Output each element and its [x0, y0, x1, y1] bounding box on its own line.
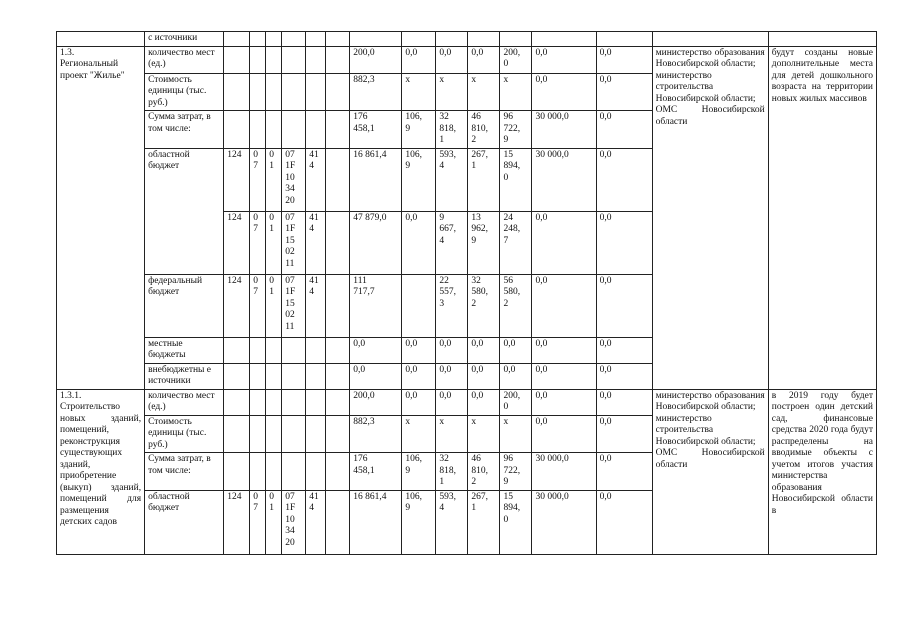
year-cell: 106, 9 [402, 148, 436, 211]
indicator-cell: количество мест (ед.) [145, 389, 224, 415]
blank-cell [326, 415, 350, 453]
year-cell: 0,0 [596, 415, 652, 453]
pr-cell: 0 1 [266, 490, 282, 554]
year-cell: 9 667, 4 [436, 211, 468, 274]
year-cell: 30 000,0 [532, 453, 596, 491]
total-cell: 882,3 [350, 415, 402, 453]
year-cell: 0,0 [596, 337, 652, 363]
vr-cell: 41 4 [306, 148, 326, 211]
year-cell: 0,0 [468, 46, 500, 73]
item-cell: 1.3. Региональный проект "Жилье" [57, 46, 145, 389]
year-cell: 13 962, 9 [468, 211, 500, 274]
blank-cell [326, 363, 350, 389]
total-cell: 176 458,1 [350, 111, 402, 149]
year-cell: 0,0 [532, 211, 596, 274]
pr-cell [266, 363, 282, 389]
year-cell: 0,0 [596, 148, 652, 211]
year-cell: 0,0 [402, 211, 436, 274]
budget-table [56, 31, 877, 555]
year-cell: 0,0 [596, 211, 652, 274]
year-cell: 593, 4 [436, 490, 468, 554]
pr-cell [266, 73, 282, 111]
year-cell: 0,0 [402, 363, 436, 389]
pr-cell: 0 1 [266, 274, 282, 337]
grbs-cell [224, 73, 250, 111]
csr-cell [282, 46, 306, 73]
year-cell: 0,0 [532, 415, 596, 453]
year-cell: х [402, 415, 436, 453]
year-cell: 0,0 [468, 389, 500, 415]
year-cell: 24 248, 7 [500, 211, 532, 274]
year-cell [402, 32, 436, 47]
total-cell: 47 879,0 [350, 211, 402, 274]
blank-cell [326, 389, 350, 415]
year-cell: 96 722, 9 [500, 453, 532, 491]
rz-cell [250, 73, 266, 111]
year-cell: 267, 1 [468, 148, 500, 211]
year-cell: х [436, 415, 468, 453]
year-cell: 0,0 [596, 453, 652, 491]
rz-cell: 0 7 [250, 148, 266, 211]
year-cell: 0,0 [596, 389, 652, 415]
year-cell: 32 580, 2 [468, 274, 500, 337]
year-cell: 30 000,0 [532, 111, 596, 149]
year-cell: 22 557, 3 [436, 274, 468, 337]
total-cell: 200,0 [350, 389, 402, 415]
blank-cell [326, 73, 350, 111]
vr-cell [306, 363, 326, 389]
csr-cell: 07 1F 15 02 11 [282, 211, 306, 274]
indicator-cell: внебюджетны е источники [145, 363, 224, 389]
year-cell: х [436, 73, 468, 111]
year-cell: 0,0 [500, 337, 532, 363]
year-cell: х [500, 73, 532, 111]
blank-cell [326, 490, 350, 554]
year-cell: 0,0 [596, 363, 652, 389]
rz-cell [250, 46, 266, 73]
pr-cell [266, 389, 282, 415]
csr-cell [282, 415, 306, 453]
year-cell: 106, 9 [402, 453, 436, 491]
vr-cell [306, 453, 326, 491]
indicator-cell: местные бюджеты [145, 337, 224, 363]
indicator-cell: областной бюджет [145, 148, 224, 274]
indicator-cell: количество мест (ед.) [145, 46, 224, 73]
indicator-cell: с источники [145, 32, 224, 47]
indicator-cell: федеральный бюджет [145, 274, 224, 337]
blank-cell [326, 46, 350, 73]
year-cell: 0,0 [532, 337, 596, 363]
year-cell [596, 32, 652, 47]
blank-cell [326, 32, 350, 47]
rz-cell: 0 7 [250, 211, 266, 274]
pr-cell [266, 111, 282, 149]
year-cell: 0,0 [532, 363, 596, 389]
pr-cell: 0 1 [266, 148, 282, 211]
indicator-cell: областной бюджет [145, 490, 224, 554]
year-cell: 267, 1 [468, 490, 500, 554]
pr-cell [266, 453, 282, 491]
blank-cell [326, 453, 350, 491]
year-cell: 106, 9 [402, 490, 436, 554]
rz-cell [250, 111, 266, 149]
total-cell: 200,0 [350, 46, 402, 73]
csr-cell [282, 73, 306, 111]
table-row [57, 46, 877, 73]
blank-cell [326, 148, 350, 211]
vr-cell [306, 111, 326, 149]
vr-cell: 41 4 [306, 274, 326, 337]
indicator-cell: Стоимость единицы (тыс. руб.) [145, 415, 224, 453]
grbs-cell: 124 [224, 490, 250, 554]
vr-cell: 41 4 [306, 211, 326, 274]
rz-cell [250, 32, 266, 47]
total-cell: 16 861,4 [350, 490, 402, 554]
vr-cell [306, 415, 326, 453]
executor-cell: министерство образования Новосибирской области; министерство строительства Новосибирской области; ОМС Новосибирской области [652, 46, 768, 389]
year-cell: 0,0 [436, 337, 468, 363]
table-row [57, 389, 877, 415]
year-cell: 0,0 [436, 389, 468, 415]
year-cell: 96 722, 9 [500, 111, 532, 149]
year-cell [468, 32, 500, 47]
year-cell: х [402, 73, 436, 111]
year-cell: 200, 0 [500, 389, 532, 415]
csr-cell [282, 453, 306, 491]
total-cell: 111 717,7 [350, 274, 402, 337]
blank-cell [326, 211, 350, 274]
grbs-cell [224, 46, 250, 73]
total-cell: 882,3 [350, 73, 402, 111]
csr-cell [282, 111, 306, 149]
rz-cell [250, 389, 266, 415]
result-cell [768, 32, 876, 47]
executor-cell: министерство образования Новосибирской области; министерство строительства Новосибирской области; ОМС Новосибирской области [652, 389, 768, 554]
year-cell: 0,0 [532, 73, 596, 111]
rz-cell [250, 363, 266, 389]
vr-cell [306, 73, 326, 111]
result-cell: будут созданы новые дополнительные места для детей дошкольного возраста на территории новых жилых массивов [768, 46, 876, 389]
rz-cell [250, 453, 266, 491]
total-cell: 0,0 [350, 337, 402, 363]
year-cell [436, 32, 468, 47]
csr-cell [282, 32, 306, 47]
rz-cell [250, 415, 266, 453]
year-cell: 0,0 [436, 46, 468, 73]
csr-cell [282, 389, 306, 415]
year-cell [532, 32, 596, 47]
grbs-cell [224, 363, 250, 389]
year-cell: 0,0 [596, 73, 652, 111]
year-cell: 0,0 [468, 337, 500, 363]
vr-cell [306, 389, 326, 415]
pr-cell [266, 32, 282, 47]
year-cell: х [468, 415, 500, 453]
indicator-cell: Стоимость единицы (тыс. руб.) [145, 73, 224, 111]
csr-cell [282, 337, 306, 363]
year-cell: 0,0 [402, 337, 436, 363]
rz-cell: 0 7 [250, 274, 266, 337]
total-cell [350, 32, 402, 47]
year-cell: 0,0 [596, 46, 652, 73]
indicator-cell: Сумма затрат, в том числе: [145, 111, 224, 149]
year-cell: 106, 9 [402, 111, 436, 149]
grbs-cell [224, 389, 250, 415]
total-cell: 176 458,1 [350, 453, 402, 491]
csr-cell: 07 1F 15 02 11 [282, 274, 306, 337]
year-cell: 0,0 [402, 46, 436, 73]
year-cell: 593, 4 [436, 148, 468, 211]
vr-cell [306, 32, 326, 47]
year-cell: 32 818, 1 [436, 453, 468, 491]
item-cell [57, 32, 145, 47]
year-cell: 30 000,0 [532, 148, 596, 211]
pr-cell: 0 1 [266, 211, 282, 274]
year-cell: 200, 0 [500, 46, 532, 73]
csr-cell [282, 363, 306, 389]
year-cell: 56 580, 2 [500, 274, 532, 337]
year-cell: 0,0 [402, 389, 436, 415]
table-row [57, 32, 877, 47]
rz-cell [250, 337, 266, 363]
blank-cell [326, 337, 350, 363]
year-cell: 15 894, 0 [500, 490, 532, 554]
blank-cell [326, 111, 350, 149]
grbs-cell: 124 [224, 211, 250, 274]
grbs-cell [224, 453, 250, 491]
year-cell: 0,0 [436, 363, 468, 389]
grbs-cell [224, 337, 250, 363]
year-cell: 0,0 [532, 389, 596, 415]
year-cell: 46 810, 2 [468, 453, 500, 491]
vr-cell: 41 4 [306, 490, 326, 554]
item-cell: 1.3.1. Строительство новых зданий, помещений, реконструкция существующих зданий, приобретение (выкуп) зданий, помещений для размещения детских садов [57, 389, 145, 554]
year-cell: 32 818, 1 [436, 111, 468, 149]
year-cell: 0,0 [468, 363, 500, 389]
total-cell: 16 861,4 [350, 148, 402, 211]
grbs-cell [224, 111, 250, 149]
year-cell: 0,0 [596, 490, 652, 554]
year-cell: 0,0 [596, 111, 652, 149]
year-cell: х [468, 73, 500, 111]
grbs-cell [224, 32, 250, 47]
year-cell: 30 000,0 [532, 490, 596, 554]
vr-cell [306, 46, 326, 73]
year-cell: 0,0 [500, 363, 532, 389]
year-cell: 0,0 [596, 274, 652, 337]
year-cell [500, 32, 532, 47]
csr-cell: 07 1F 10 34 20 [282, 490, 306, 554]
pr-cell [266, 415, 282, 453]
total-cell: 0,0 [350, 363, 402, 389]
year-cell [402, 274, 436, 337]
grbs-cell [224, 415, 250, 453]
grbs-cell: 124 [224, 274, 250, 337]
vr-cell [306, 337, 326, 363]
result-cell: в 2019 году будет построен один детский сад, финансовые средства 2020 года будут распределены на вводимые объекты с учетом итогов участия министерства образования Новосибирской области в [768, 389, 876, 554]
blank-cell [326, 274, 350, 337]
rz-cell: 0 7 [250, 490, 266, 554]
csr-cell: 07 1F 10 34 20 [282, 148, 306, 211]
pr-cell [266, 46, 282, 73]
pr-cell [266, 337, 282, 363]
indicator-cell: Сумма затрат, в том числе: [145, 453, 224, 491]
executor-cell [652, 32, 768, 47]
year-cell: х [500, 415, 532, 453]
year-cell: 46 810, 2 [468, 111, 500, 149]
grbs-cell: 124 [224, 148, 250, 211]
year-cell: 0,0 [532, 274, 596, 337]
year-cell: 0,0 [532, 46, 596, 73]
year-cell: 15 894, 0 [500, 148, 532, 211]
